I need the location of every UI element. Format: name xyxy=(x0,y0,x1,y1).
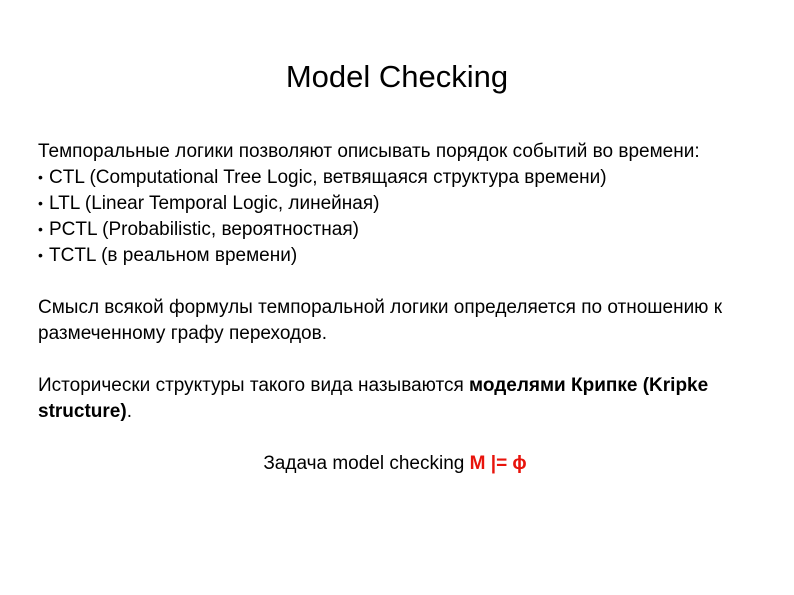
bullet-icon: • xyxy=(38,247,43,263)
list-item xyxy=(38,243,768,269)
model-checking-formula: M |= ϕ xyxy=(469,453,527,474)
meaning-paragraph: Смысл всякой формулы темпоральной логики определяется по отношению к размеченному графу переходов. xyxy=(38,297,723,344)
list-item-text: PCTL (Probabilistic, вероятностная) xyxy=(49,219,359,240)
list-item xyxy=(38,191,768,217)
history-text: Исторически структуры такого вида называются xyxy=(38,375,470,396)
bullet-icon: • xyxy=(38,169,43,185)
kripke-term: моделями Крипке (Kripke structure) xyxy=(38,375,709,422)
slide-title: Model Checking xyxy=(285,59,509,94)
list-item xyxy=(38,217,768,243)
spacer xyxy=(38,425,768,451)
bullet-icon: • xyxy=(38,195,43,211)
history-paragraph xyxy=(38,373,768,425)
spacer xyxy=(38,347,768,373)
logic-list xyxy=(38,165,768,269)
spacer xyxy=(38,269,768,295)
list-item-text: LTL (Linear Temporal Logic, линейная) xyxy=(49,193,380,214)
slide-body xyxy=(38,139,768,477)
history-period: . xyxy=(126,401,132,422)
bullet-icon: • xyxy=(38,221,43,237)
list-item-text: TCTL (в реальном времени) xyxy=(49,245,298,266)
task-line xyxy=(38,451,768,477)
list-item xyxy=(38,165,768,191)
list-item-text: CTL (Computational Tree Logic, ветвящаяся структура времени) xyxy=(49,167,607,188)
task-text: Задача model checking xyxy=(263,453,470,474)
intro-paragraph: Темпоральные логики позволяют описывать порядок событий во времени: xyxy=(38,141,700,162)
